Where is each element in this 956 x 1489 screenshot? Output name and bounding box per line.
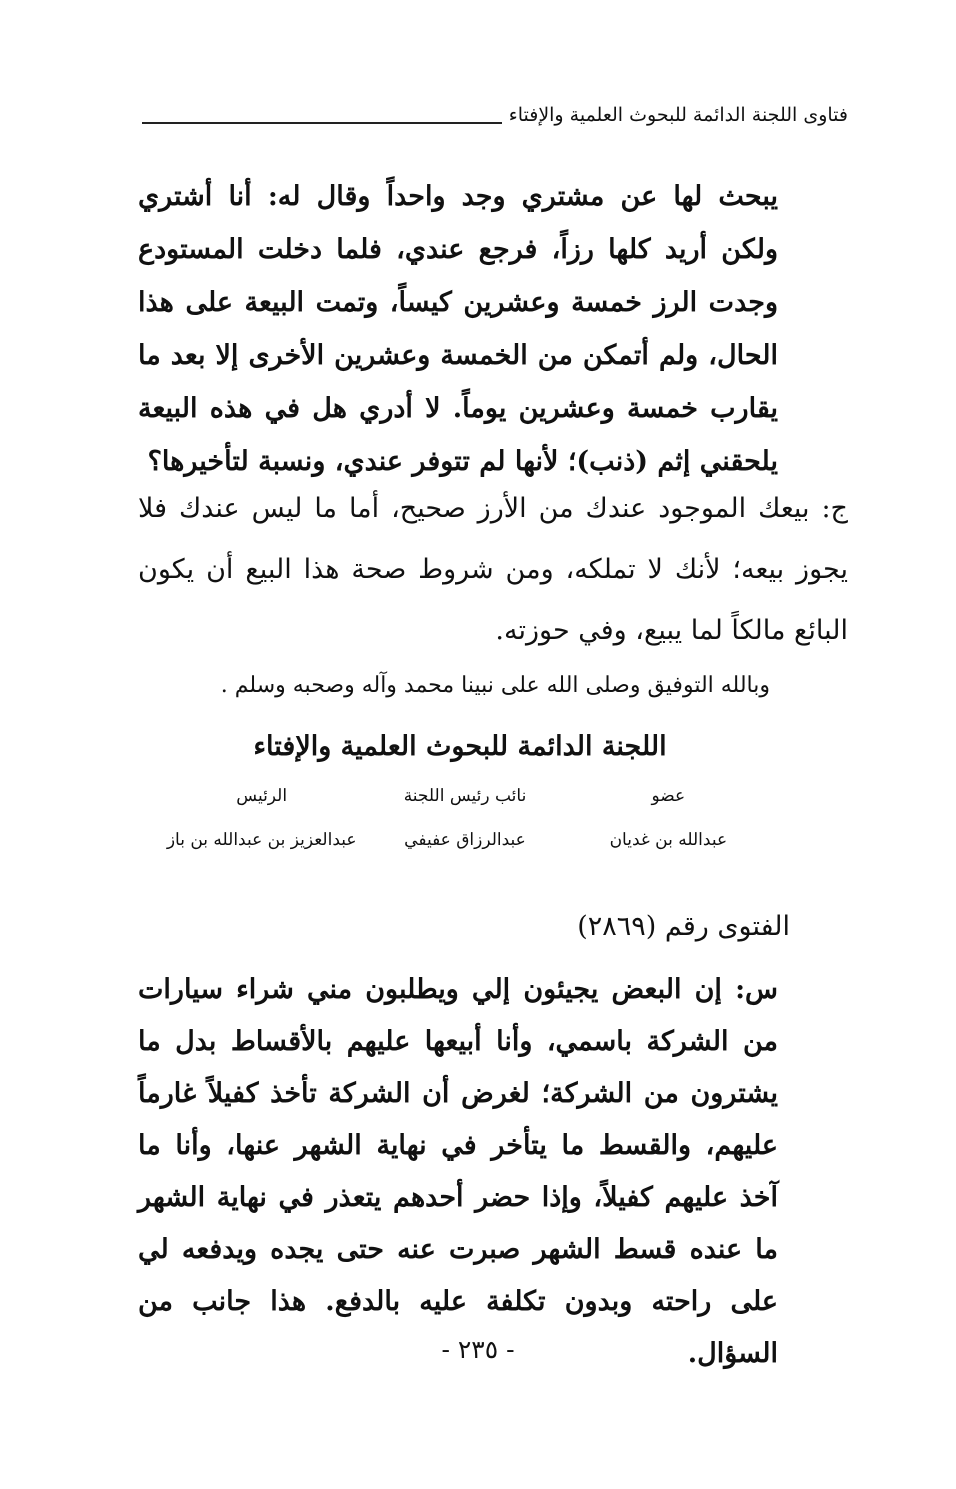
page-number: - ٢٣٥ - [441,1335,515,1364]
signatory-title: الرئيس [236,786,288,806]
question-text: س: إن البعض يجيئون إلي ويطلبون مني شراء سيارات من الشركة باسمي، وأنا أبيعها عليهم بالأقساط بدل ما يشترون من الشركة؛ لغرض أن الشركة تأخذ كفيلاً غارماً عليهم، والقسط ما يتأخر في نهاية الشهر عنها، وأنا ما آخذ عليهم كفيلاً، وإذا حضر أحدهم يتعذر في نهاية الشهر ما عنده قسط الشهر صبرت عنه حتى يجده ويدفعه لي على راحته وبدون تكلفة عليه بالدفع. هذا جانب من السؤال. [138,974,778,1369]
signatory-name: عبدالرزاق عفيفي [404,830,526,850]
committee-name: اللجنة الدائمة للبحوث العلمية والإفتاء [253,731,667,762]
signatory-title: نائب رئيس اللجنة [403,786,527,806]
signatory-names [160,830,770,850]
closing-prayer: وبالله التوفيق وصلى الله على نبينا محمد وآله وصحبه وسلم . [220,673,770,698]
signatory-titles [160,786,770,806]
signatory-name: عبدالله بن غديان [609,830,728,850]
header-rule [142,122,502,124]
running-header [142,100,848,140]
answer-text: ج: بيعك الموجود عندك من الأرز صحيح، أما ما ليس عندك فلا يجوز بيعه؛ لأنك لا تملكه، ومن شروط صحة هذا البيع أن يكون البائع مالكاً لما يبيع، وفي حوزته. [138,493,848,646]
signatory-title: عضو [651,786,686,806]
fatwa-number: الفتوى رقم (٢٨٦٩) [577,911,790,942]
signatory-name: عبدالعزيز بن عبدالله بن باز [166,830,357,850]
question-text: يبحث لها عن مشتري وجد واحداً وقال له: أنا أشتري ولكن أريد كلها رزاً، فرجع عندي، فلما دخلت المستودع وجدت الرز خمسة وعشرين كيساً، وتمت البيعة على هذا الحال، ولم أتمكن من الخمسة وعشرين الأخرى إلا بعد ما يقارب خمسة وعشرين يوماً. لا أدري هل في هذه البيعة يلحقني إثم (ذنب)؛ لأنها لم تتوفر عندي، ونسبة لتأخيرها؟ [138,181,778,477]
header-title: فتاوى اللجنة الدائمة للبحوث العلمية والإفتاء [508,104,848,126]
